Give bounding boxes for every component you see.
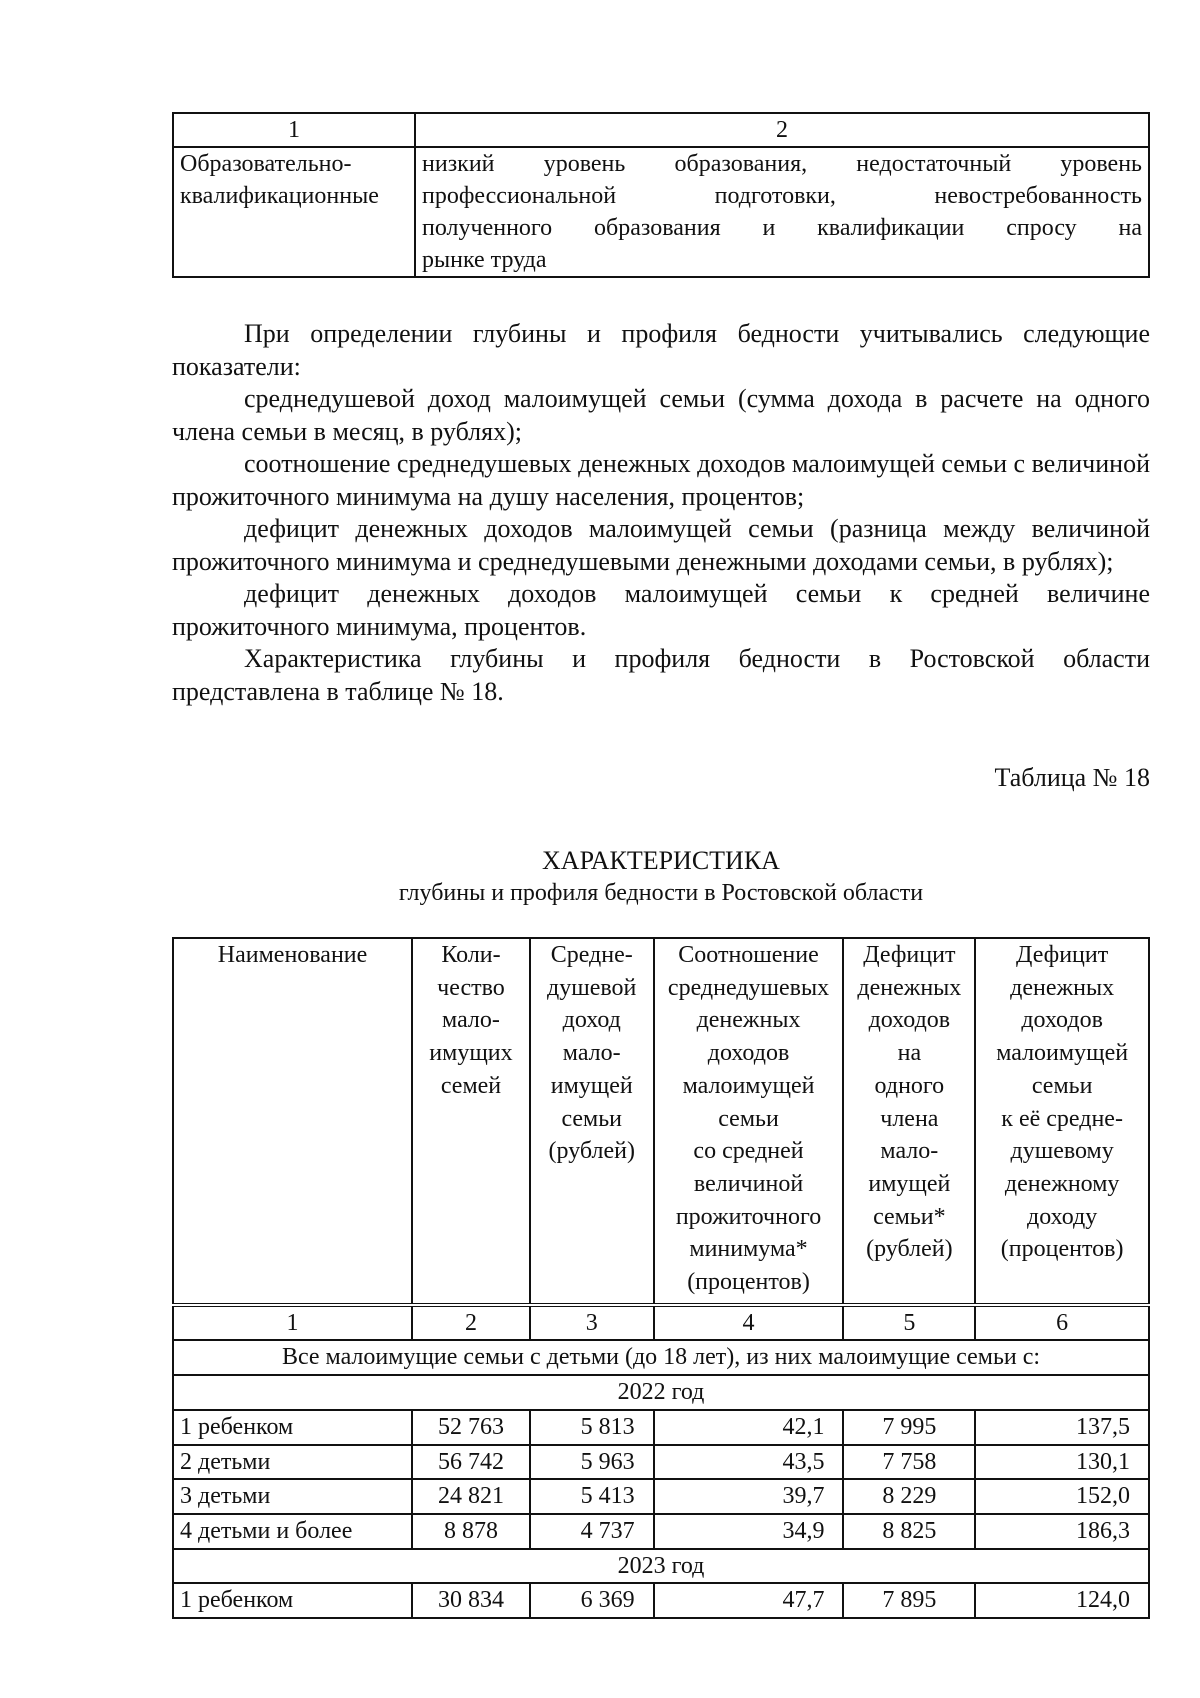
header-line: мало- (442, 1007, 500, 1034)
paragraph: Характеристика глубины и профиля бедности в Ростовской области представлена в таблице № 18. (172, 644, 1150, 706)
row-label: 3 детьми (173, 1479, 412, 1514)
table-cell: 152,0 (975, 1479, 1149, 1514)
table-number: Таблица № 18 (994, 763, 1150, 792)
col-number-1: 1 (173, 113, 415, 147)
rows-2022 (173, 1410, 1149, 1549)
year-row (173, 1375, 1149, 1410)
table-cell: 130,1 (975, 1445, 1149, 1480)
table-cell: 34,9 (654, 1514, 844, 1549)
header-line: (рублей) (548, 1138, 635, 1165)
table-cell: 24 821 (412, 1479, 530, 1514)
header-line: одного (874, 1072, 945, 1099)
cell-line: рынке труда (422, 247, 547, 273)
header-line: малоимущей (682, 1072, 815, 1099)
table-title: ХАРАКТЕРИСТИКА (542, 846, 780, 875)
table-row (173, 147, 1149, 277)
header-line: семьи (561, 1105, 623, 1132)
column-number: 3 (530, 1305, 654, 1341)
table-cell: 52 763 (412, 1410, 530, 1445)
header-line: Средне- (550, 942, 633, 968)
column-number: 6 (975, 1305, 1149, 1341)
table-cell: 6 369 (530, 1583, 654, 1618)
header-line: денежных (696, 1007, 801, 1034)
poverty-table (172, 937, 1150, 1619)
column-number: 5 (843, 1305, 975, 1341)
header-line: величиной (693, 1170, 804, 1197)
header-line: семьи* (873, 1203, 946, 1230)
column-numbers-row (173, 1305, 1149, 1341)
table-header-row (173, 113, 1149, 147)
header-line: минимума* (689, 1236, 808, 1263)
column-number: 1 (173, 1305, 412, 1341)
column-number: 2 (412, 1305, 530, 1341)
document-page (172, 112, 1150, 1619)
table-row (173, 1583, 1149, 1618)
group-header-row (173, 1340, 1149, 1375)
column-header (843, 938, 975, 1305)
header-line: семьи (1031, 1072, 1093, 1099)
header-line: к её средне- (1001, 1105, 1123, 1132)
header-line: душевой (547, 974, 637, 1001)
header-line: доходов (707, 1040, 790, 1067)
header-line: на (897, 1040, 922, 1067)
header-line: Дефицит (1016, 942, 1109, 968)
header-line: (процентов) (687, 1269, 810, 1296)
table-cell: 8 229 (843, 1479, 975, 1514)
table-cell: 124,0 (975, 1583, 1149, 1618)
header-line: малоимущей (996, 1040, 1129, 1067)
table-cell: 56 742 (412, 1445, 530, 1480)
header-line: имущих (429, 1040, 513, 1067)
header-line: Соотношение (678, 942, 819, 968)
table-cell: 5 963 (530, 1445, 654, 1480)
header-line: чество (437, 974, 505, 1001)
category-cell (173, 147, 415, 277)
paragraph: дефицит денежных доходов малоимущей семьи к средней величине прожиточного минимума, процентов. (172, 579, 1150, 641)
header-line: семей (440, 1072, 502, 1099)
table-cell: 42,1 (654, 1410, 844, 1445)
cell-line: полученного образования и квалификации спросу на (422, 215, 1142, 241)
body-text (172, 318, 1150, 708)
paragraph: При определении глубины и профиля бедности учитывались следующие показатели: (172, 319, 1150, 381)
table-row (173, 1479, 1149, 1514)
header-line: денежных (1010, 974, 1115, 1001)
table-header-row (173, 938, 1149, 1305)
header-line: прожиточного (675, 1203, 822, 1230)
table-cell: 7 895 (843, 1583, 975, 1618)
description-cell (415, 147, 1149, 277)
table-row (173, 1410, 1149, 1445)
rows-2023 (173, 1583, 1149, 1618)
table-row (173, 1514, 1149, 1549)
table-cell: 5 813 (530, 1410, 654, 1445)
year-label: 2023 год (173, 1549, 1149, 1584)
column-number: 4 (654, 1305, 844, 1341)
row-label: 4 детьми и более (173, 1514, 412, 1549)
header-line: (рублей) (866, 1236, 953, 1263)
table-cell: 47,7 (654, 1583, 844, 1618)
header-line: доходу (1027, 1203, 1098, 1230)
header-line: мало- (880, 1138, 939, 1165)
header-line: (процентов) (1000, 1236, 1124, 1263)
header-line: имущей (550, 1072, 633, 1099)
table-row (173, 1445, 1149, 1480)
header-line: денежных (857, 974, 962, 1001)
header-line: доход (562, 1007, 621, 1034)
header-line: члена (880, 1105, 939, 1132)
cell-line: квалификационные (180, 183, 379, 209)
column-header (412, 938, 530, 1305)
cell-line: низкий уровень образования, недостаточный уровень (422, 151, 1142, 177)
col-number-2: 2 (415, 113, 1149, 147)
group-header: Все малоимущие семьи с детьми (до 18 лет), из них малоимущие семьи с: (173, 1340, 1149, 1375)
header-line: доходов (1021, 1007, 1103, 1034)
table-cell: 7 995 (843, 1410, 975, 1445)
header-line: душевому (1010, 1138, 1114, 1165)
header-line: доходов (868, 1007, 951, 1034)
column-header (975, 938, 1149, 1305)
header-line: денежному (1004, 1170, 1120, 1197)
cell-line: профессиональной подготовки, невостребованность (422, 183, 1142, 209)
header-line: семьи (718, 1105, 779, 1132)
paragraph: среднедушевой доход малоимущей семьи (сумма дохода в расчете на одного члена семьи в месяц, в рублях); (172, 384, 1150, 446)
row-label: 1 ребенком (173, 1583, 412, 1618)
table-cell: 8 878 (412, 1514, 530, 1549)
column-header (654, 938, 844, 1305)
header-line: Дефицит (863, 942, 956, 968)
table-subtitle: глубины и профиля бедности в Ростовской области (398, 880, 924, 906)
header-line: Коли- (441, 942, 501, 968)
table-cell: 43,5 (654, 1445, 844, 1480)
row-label: 1 ребенком (173, 1410, 412, 1445)
year-label: 2022 год (173, 1375, 1149, 1410)
header-line: Наименование (217, 942, 368, 968)
table-cell: 39,7 (654, 1479, 844, 1514)
barriers-table (172, 112, 1150, 278)
table-cell: 137,5 (975, 1410, 1149, 1445)
table-cell: 7 758 (843, 1445, 975, 1480)
paragraph: соотношение среднедушевых денежных доходов малоимущей семьи с величиной прожиточного минимума на душу населения, процентов; (172, 449, 1150, 511)
header-line: среднедушевых (667, 974, 830, 1001)
table-cell: 4 737 (530, 1514, 654, 1549)
paragraph: дефицит денежных доходов малоимущей семьи (разница между величиной прожиточного минимума и среднедушевыми денежными доходами семьи, в рублях); (172, 514, 1150, 576)
header-line: со средней (693, 1138, 804, 1165)
header-line: мало- (562, 1040, 621, 1067)
year-row (173, 1549, 1149, 1584)
column-header (173, 938, 412, 1305)
header-line: имущей (868, 1170, 951, 1197)
table-cell: 186,3 (975, 1514, 1149, 1549)
row-label: 2 детьми (173, 1445, 412, 1480)
table-cell: 30 834 (412, 1583, 530, 1618)
cell-line: Образовательно- (180, 151, 352, 177)
table-cell: 8 825 (843, 1514, 975, 1549)
table-cell: 5 413 (530, 1479, 654, 1514)
column-header (530, 938, 654, 1305)
